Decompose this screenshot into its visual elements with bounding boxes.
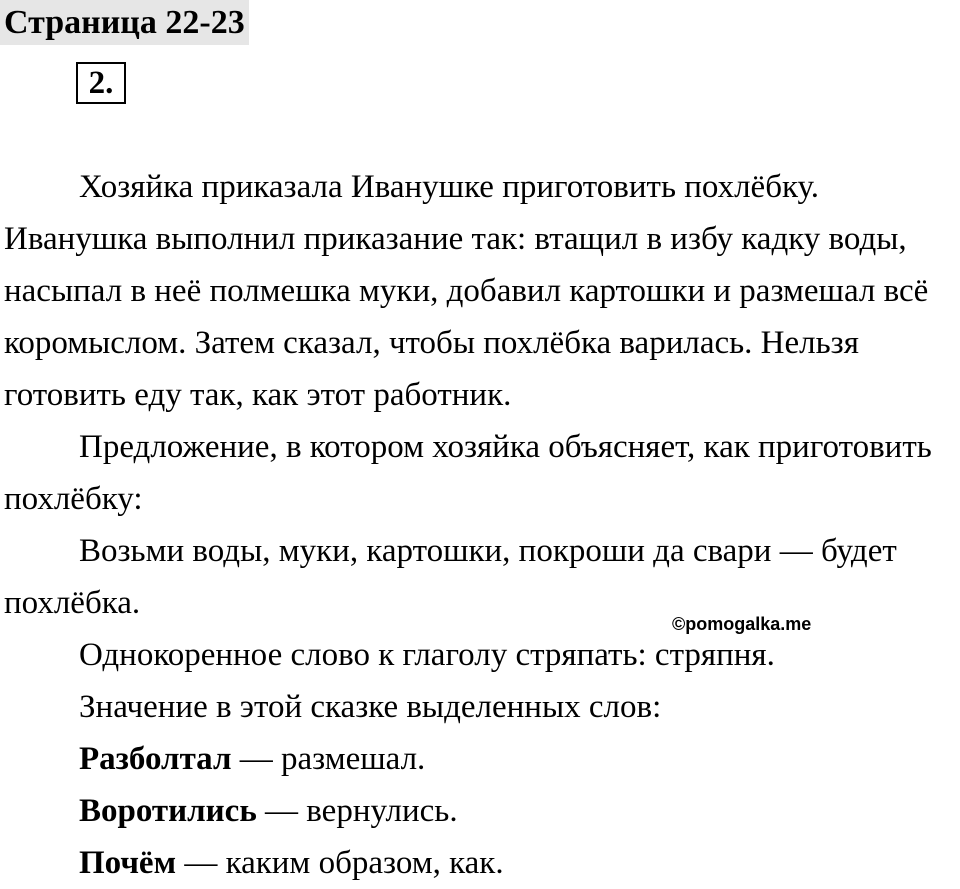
definition-term: Почём [79,845,177,881]
paragraph-meanings-intro: Значение в этой сказке выделенных слов: [79,689,662,725]
definition-meaning: — размешал. [231,741,426,777]
paragraph-sentence-intro: Предложение, в котором хозяйка объясняет, как приготовить похлёбку: [4,429,932,517]
page-title: Страница 22-23 [0,0,249,45]
paragraph-story-summary: Хозяйка приказала Иванушке приготовить похлёбку. Иванушка выполнил приказание так: втащил в избу кадку воды, насыпал в неё полмешка муки, добавил картошки и размешал всё коромыслом. Затем сказал, чтобы похлёбка варилась. Нельзя готовить еду так, как этот работник. [4,169,929,413]
definition-term: Разболтал [79,741,232,777]
paragraph-cognate-word: Однокоренное слово к глаголу стряпать: стряпня. [79,637,775,673]
definition-meaning: — каким образом, как. [176,845,504,881]
answer-text [4,161,956,889]
definition-item [4,733,956,785]
definition-term: Воротились [79,793,257,829]
task-number-badge: 2. [76,62,126,104]
definition-item [4,785,956,837]
definition-meaning: — вернулись. [256,793,458,829]
definition-item [4,837,956,889]
watermark: ©pomogalka.me [672,614,812,634]
paragraph-quoted-sentence: Возьми воды, муки, картошки, покроши да свари — будет похлёбка. [4,533,897,621]
